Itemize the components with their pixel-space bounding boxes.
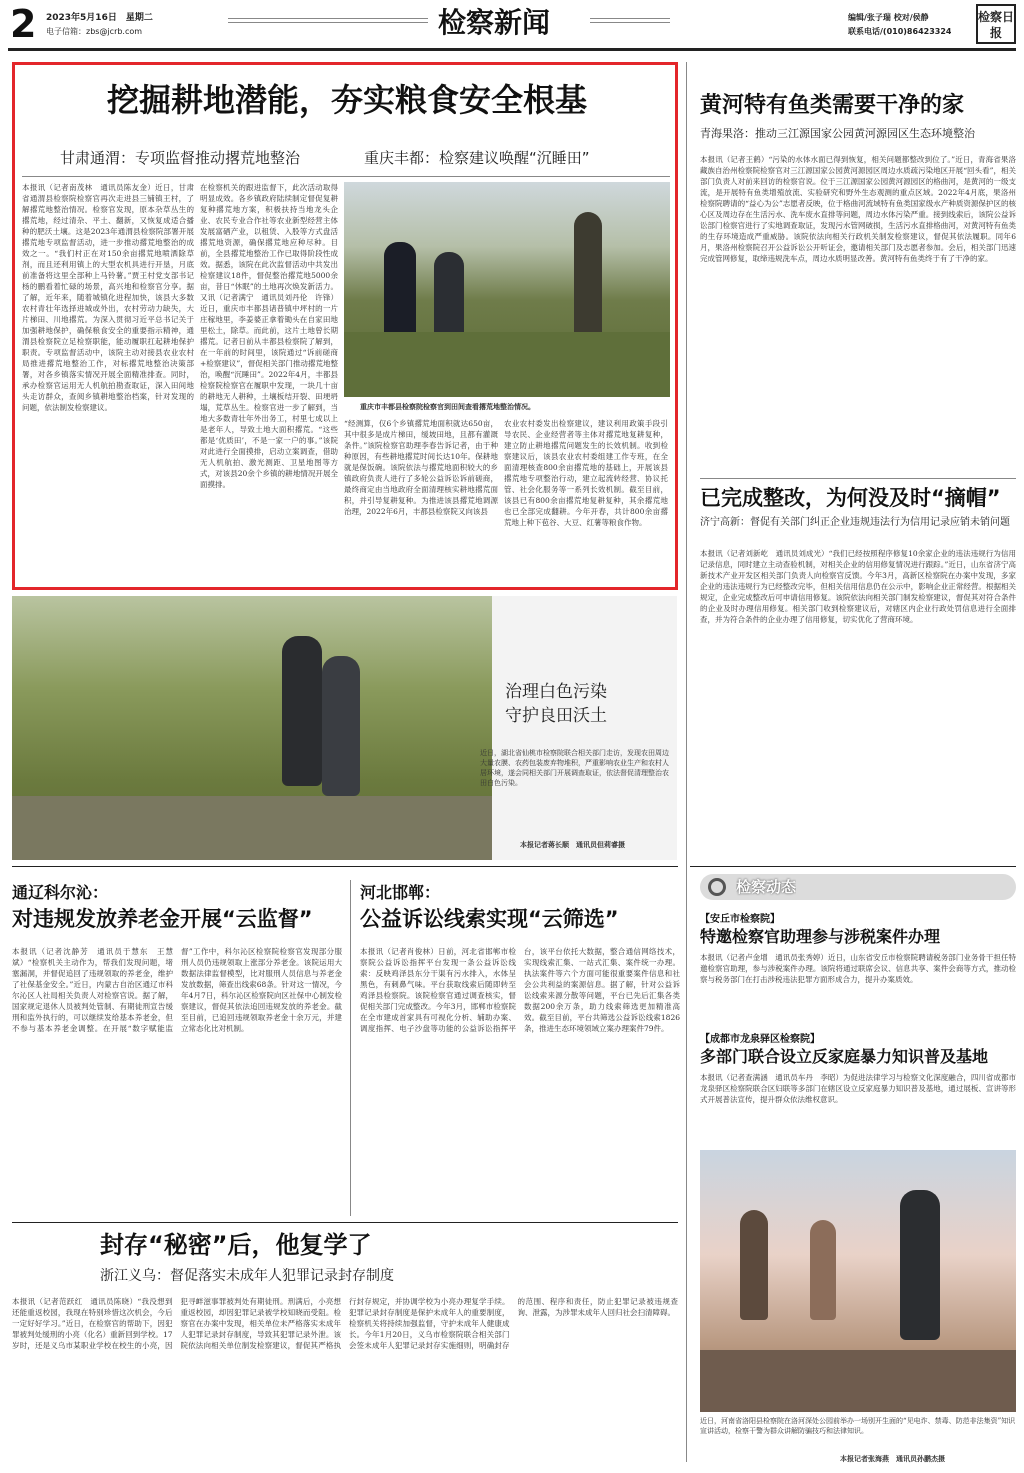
feature-credit: 本报记者蒋长顺 通讯员但莉睿摄 — [520, 840, 625, 849]
feature-photo — [12, 596, 492, 860]
dynamics-item2-text: 本报讯（记者查满涵 通讯员车丹 李昭）为促进法律学习与检察文化深度融合，四川省成都市龙泉驿区检察院联合区妇联等多部门在辖区设立反家庭暴力知识普及基地，通过展板、宣讲等形式开展普法宣传，提升群众依法维权意识。 — [700, 1073, 1016, 1104]
date-line: 2023年5月16日 星期二 — [46, 13, 153, 23]
feature-caption: 近日，湖北省仙桃市检察院联合相关部门走访，发现农田周边大量农膜、农药包装废弃物堆积，严重影响农业生产和农村人居环境，遂会同相关部门开展调查取证，依法督促清理整治农田白色污染。 — [480, 749, 669, 787]
editors-line: 编辑/张子瑞 校对/侯静 — [848, 13, 929, 22]
tongliao-headline: 对违规发放养老金开展“云监督” — [12, 907, 313, 931]
lead-col-4: 农业农村委发出检察建议，建议利用政策手段引导农民、企业经营者等主体对撂荒地复耕复种，建立防止耕地撂荒问题发生的长效机制。收到检察建议后，该县农业农村委组建工作专班，在全面清理核查800余亩撂荒地的基础上，开展该县撂荒地专项整治行动，建立起流转经营、协议托管、社会化服务等一系列长效机制。截至目前，该县已有800余亩撂荒地复耕复种，其余撂荒地也已全部完成翻耕。今年开春，共计800余亩撂荒地上种下苞谷、大豆、红薯等粮食作物。 — [504, 419, 668, 527]
handan-text: 本报讯（记者肖俊林）日前，河北省邯郸市检察院公益诉讼指挥平台发现一条公益诉讼线索：反映鸡泽县东分干渠有污水排入，水体呈黑色，有刺鼻气味。平台获取线索后随即转至鸡泽县检察院。该院检察官通过调查核实，督促相关部门完成整改。今年3月，邯郸市检察院在全市建成首家具有可视化分析、辅助办案、调度指挥、电子沙盘等功能的公益诉讼指挥平台，该平台依托大数据，整合通信网络技术，实现线索汇集、一站式汇集、案件统一办理。执法案件等六个方面可能很重要案件信息和社会公共利益的案源信息。据了解，针对公益诉讼线索来源分散等问题，平台已先后汇集各类数据200余万条，助力线索筛选更加精准高效。截至目前，平台共筛选公益诉讼线索1826条，推进生态环境领域立案办理案件79件。 — [360, 947, 680, 1033]
lead-photo-caption: 重庆市丰都县检察院检察官到田间查看撂荒地整治情况。 — [360, 402, 535, 411]
dynamics-item2-org: 【成都市龙泉驿区检察院】 — [700, 1034, 820, 1045]
section-title: 检察新闻 — [438, 6, 551, 39]
lead-col-1: 本报讯（记者南茂林 通讯员陈友金）近日，甘肃省通渭县检察院检察官再次走进县三铺镇王村，了解撂荒地整治情况。检察官发现，原本杂草丛生的撂荒地，经过清杂、平土、翻新，又恢复成适合播种的肥沃土壤。这是2023年通渭县检察院部署开展撂荒地专项监督活动，进一步推动撂荒地整治的成效之一。“我们村正在对150余亩撂荒地喷洒除草剂，而且还利用镇上的大型农机具进行开垦，月底前准备将这里全部种上马铃薯。”贾王村党支部书记杨的鹏看着忙碌的场景，高兴地和检察官分享。据了解，近年来，随着城镇化进程加快，该县大多数农村青壮年选择进城或外出，农村劳动力缺失，大片梯田、川地撂荒。为深入贯彻习近平总书记关于加强耕地保护，确保粮食安全的重要指示精神，通渭县检察院立足检察职能，能动履职扛起耕地保护职责。专项监督活动中，该院主动对接县农业农村局推进撂荒地整治工作，对标撂荒地整治决策部署，对各乡镇落实情况开展全面精准排查。同时，承办检察官运用无人机航拍勘查取证，深入田间地头走访群众，查阅乡镇耕地整治档案，针对发现的问题，依法制发检察建议。 — [22, 183, 194, 412]
dynamics-photo-caption: 近日，河南省洛阳县检察院在洛河深处公园前举办一场别开生面的“见电诈、禁毒、防范非法集资”知识宣讲活动，检察干警为群众讲解防骗技巧和法律知识。 — [700, 1417, 1016, 1435]
phone-line: 联系电话/(010)86423324 — [848, 27, 952, 36]
dynamics-title: 检察动态 — [736, 878, 797, 896]
tongliao-kicker: 通辽科尔沁： — [12, 883, 109, 902]
right-top-subhead: 青海果洛：推动三江源国家公园黄河源园区生态环境整治 — [700, 127, 975, 140]
feature-title-2: 守护良田沃土 — [505, 706, 607, 726]
tongliao-text: 本报讯（记者沈静芳 通讯员于慧东 王慧斌）“检察机关主动作为，帮我们发现问题，堵塞漏洞，并督促追回了违规领取的养老金，维护了社保基金安全。”近日，内蒙古自治区通辽市科尔沁区人社局相关负责人对检察官说。据了解，国家规定退休人员被判处管制、有期徒刑宣告缓刑和监外执行的，可以继续发给基本养老金，但不参与基本养老金调整。在开展“数字赋能监督”工作中，科尔沁区检察院检察官发现部分服刑人员仍违规领取上涨部分养老金。该院运用大数据法律监督模型，比对服刑人员信息与养老金发放数据，筛查出线索68条。针对这一情况，今年4月7日，科尔沁区检察院向区社保中心制发检察建议，督促其依法追回违规发放的养老金。截至目前，已追回违规领取养老金十余万元，并建立常态化比对机制。 — [12, 947, 342, 1033]
lead-headline: 挖掘耕地潜能，夯实粮食安全根基 — [106, 81, 587, 119]
right-mid-subhead: 济宁高新：督促有关部门纠正企业违规违法行为信用记录应销未销问题 — [700, 517, 1010, 528]
feature-title-1: 治理白色污染 — [505, 682, 607, 702]
lead-subhead-2: 重庆丰都：检察建议唤醒“沉睡田” — [364, 149, 590, 167]
right-top-text: 本报讯（记者王鹤）“污染的水体水面已得到恢复，相关问题都整改到位了。”近日，青海省果洛藏族自治州检察院检察官对三江源国家公园黄河源园区周边水质疏污染地区开展“回头看”，相关部门负责人对前来回访的检察官说。位于三江源国家公园黄河源园区的格曲河，是黄河的一级支流，是开展特有鱼类增殖放流、实验研究和野外生态观测的重点区域。2022年4月底，果洛州检察院聘请的“益心为公”志愿者反映，位于格曲河流域特有鱼类国家级水产种质资源保护区的核心区及周边存在生活污水、洗车废水直排等问题，周边水体污染严重。接到线索后，该院公益诉讼部门检察官进行了实地调查取证，发现污水管网破损，生活污水直排格曲河，对黄河特有鱼类的生存环境造成严重威胁。该院依法向相关行政机关制发检察建议，督促其依法履职。同年6月，果洛州检察院召开公益诉讼公开听证会，邀请相关部门及志愿者参加。会后，相关部门迅速完成管网修复，取缔违规洗车点，周边水质明显改善。黄河特有鱼类终于有了干净的家。 — [700, 155, 1016, 263]
yiwu-headline: 封存“秘密”后，他复学了 — [100, 1231, 372, 1259]
dynamics-photo-credit: 本报记者张海燕 通讯员孙鹏杰摄 — [840, 1454, 945, 1463]
right-top-headline: 黄河特有鱼类需要干净的家 — [700, 93, 965, 118]
dynamics-item1-org: 【安丘市检察院】 — [700, 914, 780, 925]
masthead-logo: 检察日报 — [976, 4, 1016, 44]
email-line: 电子信箱：zbs@jcrb.com — [46, 27, 143, 36]
yiwu-text: 本报讯（记者范跃红 通讯员陈晓）“我没想到还能重返校园，我现在特别珍惜这次机会，今后一定好好学习。”近日，在检察官的帮助下，因犯罪被判处缓刑的小亮（化名）重新回到学校。17岁时，还是义乌市某职业学校在校生的小亮，因犯寻衅滋事罪被判处有期徒刑。刑满后，小亮想重返校园，却因犯罪记录被学校知晓而受阻。检察官在办案中发现，相关单位未严格落实未成年人犯罪记录封存制度，导致其犯罪记录外泄。该院依法向相关单位制发检察建议，督促其严格执行封存规定，并协调学校为小亮办理复学手续。犯罪记录封存制度是保护未成年人的重要制度，检察机关将持续加强监督，守护未成年人健康成长。今年1月20日，义乌市检察院联合相关部门会签未成年人犯罪记录封存实施细则，明确封存的范围、程序和责任，防止犯罪记录被违规查询、泄露，为涉罪未成年人回归社会扫清障碍。 — [12, 1297, 678, 1350]
handan-headline: 公益诉讼线索实现“云筛选” — [360, 907, 619, 931]
right-mid-text: 本报讯（记者刘新屹 通讯员刘成光）“我们已经按照程序修复10余家企业的违法违规行为信用记录信息，同时建立主动查验机制，对相关企业的信用修复情况进行跟踪。”近日，山东省济宁高新技术产业开发区相关部门负责人向检察官反馈。今年3月，高新区检察院在办案中发现，多家企业的违法违规行为已经整改完毕，但相关信用信息仍在公示中，影响企业正常经营。根据相关规定，企业完成整改后可申请信用修复。该院依法向相关部门制发检察建议，督促其对符合条件的企业及时办理信用修复。相关部门收到检察建议后，对辖区内企业行政处罚信息进行全面排查，并为符合条件的企业办理了信用修复，切实优化了营商环境。 — [700, 549, 1016, 624]
handan-kicker: 河北邯郸： — [360, 883, 441, 902]
right-mid-headline: 已完成整改，为何没及时“摘帽” — [700, 486, 1001, 510]
lead-subhead-1: 甘肃通渭：专项监督推动撂荒地整治 — [60, 149, 301, 167]
dynamics-item2-headline: 多部门联合设立反家庭暴力知识普及基地 — [700, 1047, 989, 1066]
dynamics-item1-text: 本报讯（记者卢金增 通讯员张秀婷）近日，山东省安丘市检察院聘请税务部门业务骨干担任特邀检察官助理，参与涉税案件办理。该院将通过联席会议、信息共享、案件会商等方式，推动检察与税务部门在打击涉税违法犯罪方面形成合力，提升办案质效。 — [700, 953, 1016, 984]
dynamics-photo — [700, 1150, 1016, 1412]
dynamics-item1-headline: 特邀检察官助理参与涉税案件办理 — [700, 927, 941, 946]
lead-photo — [344, 182, 670, 397]
lead-col-2: 在检察机关的跟进监督下，此次活动取得明显成效。各乡镇政府陆续制定督促复耕复种撂荒地方案，积极扶持当地龙头企业、农民专业合作社等农业新型经营主体发展富硒产业，以租赁、入股等方式盘活撂荒地资源，确保撂荒地应种尽种。目前，全县撂荒地整治工作已取得阶段性成效。据悉，该院在此次监督活动中共发出检察建议18件，督促整治撂荒地5000余亩，昔日“休眠”的土地再次焕发新活力。又讯（记者满宁 通讯员刘丹伦 许锋）近日，重庆市丰都县诸普镇中坪村的一片庄稼地里，李姜婆正拿着锄头在自家田地里松土，除草。而此前，这片土地曾长期撂荒。记者日前从丰都县检察院了解到，在一年前的时间里，该院通过“诉前磋商+检察建议”，督促相关部门推动撂荒地整治，唤醒“沉睡田”。2022年4月，丰都县检察院检察官在履职中发现，一块几十亩的耕地无人耕种，土壤板结开裂、田埂坍塌，荒草丛生。检察官进一步了解到，当地大多数青壮年外出务工，村里七成以上是老年人，导致土地大面积撂荒。“这些都是‘优质田’，不是一家一户的事。”该院对此进行全面摸排，启动立案调查，借助无人机航拍、激光测距、卫星地图等方式，对该县20余个乡镇的耕地情况开展全面摸排。 — [200, 183, 338, 489]
yiwu-subhead: 浙江义乌：督促落实未成年人犯罪记录封存制度 — [100, 1268, 394, 1284]
page-number: 2 — [10, 4, 37, 44]
dynamics-icon — [708, 878, 726, 896]
lead-col-3: “经测算，仅6个乡镇撂荒地面积就达650亩，其中很多是成片梯田，缓坡田地，且都有灌溉条件。”该院检察官助理李春告诉记者，由于种种原因，有些耕地撂荒时间长达10年。保耕地就是保饭碗。该院依法与撂荒地面积较大的乡镇政府负责人进行了多轮公益诉讼诉前磋商，最终商定由当地政府全面清理核实耕地撂荒面积，并引导复耕复种。为推进该县撂荒地调源治理，2022年6月，丰都县检察院又向该县 — [344, 419, 498, 516]
